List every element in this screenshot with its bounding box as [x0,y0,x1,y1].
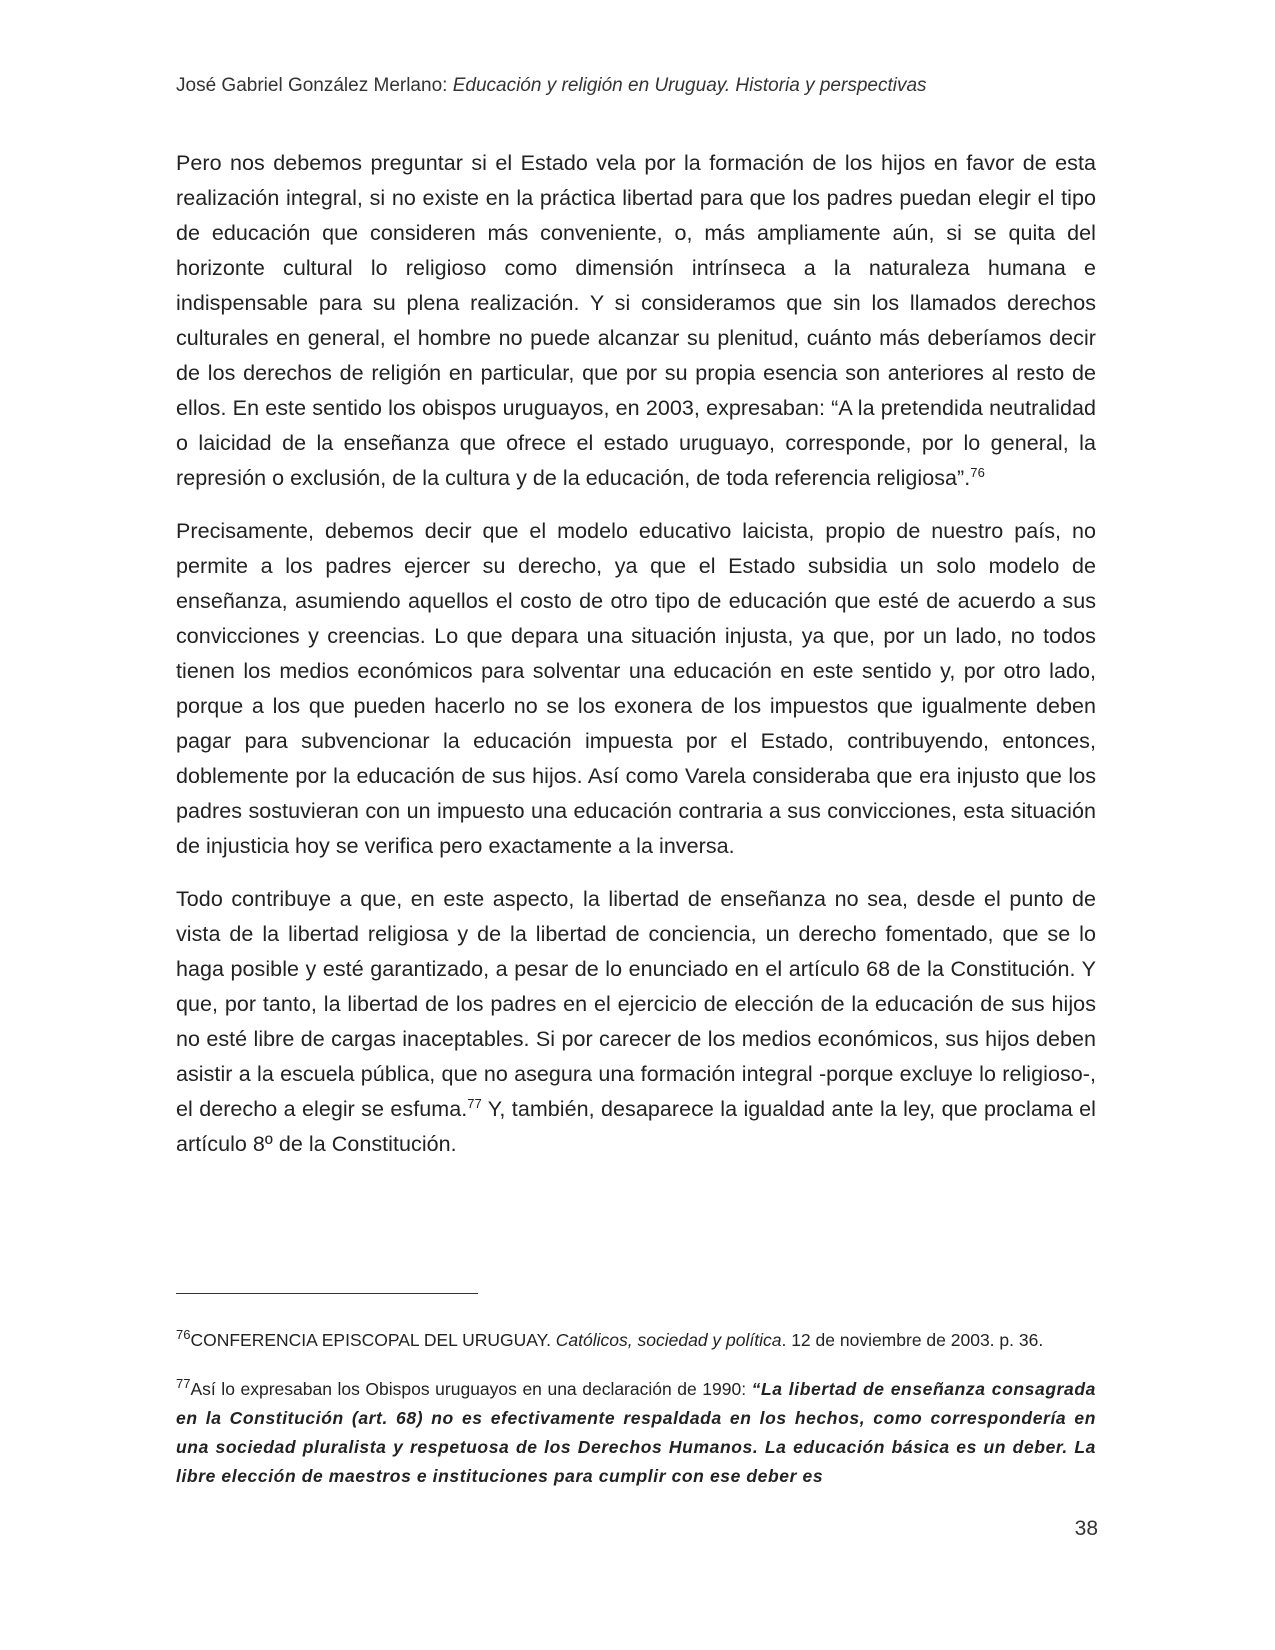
paragraph-3-text-before: Todo contribuye a que, en este aspecto, la libertad de enseñanza no sea, desde el punto de vista de la libertad religiosa y de la libertad de conciencia, un derecho fomentado, que se lo haga posible y esté garantizado, a pesar de lo enunciado en el artículo 68 de la Constitución. Y que, por tanto, la libertad de los padres en el ejercicio de elección de la educación de sus hijos no esté libre de cargas inaceptables. Si por carecer de los medios económicos, sus hijos deben asistir a la escuela pública, que no asegura una formación integral -porque excluye lo religioso-, el derecho a elegir se esfuma. [176,887,1096,1121]
footnote-76-text-after: . 12 de noviembre de 2003. p. 36. [781,1330,1044,1350]
footnote-77-text-before: Así lo expresaban los Obispos uruguayos en una declaración de 1990: [190,1379,752,1399]
running-header [176,74,1096,98]
footnote-76-text-before: CONFERENCIA EPISCOPAL DEL URUGUAY. [190,1330,556,1350]
footnote-77-quote: “La libertad de enseñanza consagrada en la Constitución (art. 68) no es efectivamente respaldada en los hechos, como correspondería en una sociedad pluralista y respetuosa de los Derechos Humanos. La educación básica es un deber. La libre elección de maestros e instituciones para cumplir con ese deber es [176,1379,1096,1486]
footnote-77 [176,1375,1096,1491]
paragraph-3-text-after: Y, también, desaparece la igualdad ante la ley, que proclama el artículo 8º de la Constitución. [176,1097,1096,1156]
footnote-76-title: Católicos, sociedad y política [555,1330,782,1350]
footnote-separator [176,1293,478,1294]
footnote-ref-76[interactable]: 76 [970,464,985,480]
paragraph-3 [176,882,1096,1162]
paragraph-1-text: Pero nos debemos preguntar si el Estado vela por la formación de los hijos en favor de esta realización integral, si no existe en la práctica libertad para que los padres puedan elegir el tipo de educación que consideren más conveniente, o, más ampliamente aún, si se quita del horizonte cultural lo religioso como dimensión intrínseca a la naturaleza humana e indispensable para su plena realización. Y si consideramos que sin los llamados derechos culturales en general, el hombre no puede alcanzar su plenitud, cuánto más deberíamos decir de los derechos de religión en particular, que por su propia esencia son anteriores al resto de ellos. En este sentido los obispos uruguayos, en 2003, expresaban: “A la pretendida neutralidad o laicidad de la enseñanza que ofrece el estado uruguayo, corresponde, por lo general, la represión o exclusión, de la cultura y de la educación, de toda referencia religiosa”. [176,151,1096,490]
footnote-76-number: 76 [176,1327,191,1343]
body-text [176,146,1096,1180]
footnote-77-number: 77 [176,1376,191,1392]
header-book-title: Educación y religión en Uruguay. Historia y perspectivas [452,75,927,96]
paragraph-1 [176,146,1096,496]
paragraph-2 [176,514,1096,864]
paragraph-2-text: Precisamente, debemos decir que el modelo educativo laicista, propio de nuestro país, no permite a los padres ejercer su derecho, ya que el Estado subsidia un solo modelo de enseñanza, asumiendo aquellos el costo de otro tipo de educación que esté de acuerdo a sus convicciones y creencias. Lo que depara una situación injusta, ya que, por un lado, no todos tienen los medios económicos para solventar una educación en este sentido y, por otro lado, porque a los que pueden hacerlo no se los exonera de los impuestos que igualmente deben pagar para subvencionar la educación impuesta por el Estado, contribuyendo, entonces, doblemente por la educación de sus hijos. Así como Varela consideraba que era injusto que los padres sostuvieran con un impuesto una educación contraria a sus convicciones, esta situación de injusticia hoy se verifica pero exactamente a la inversa. [176,519,1096,858]
footnote-76 [176,1326,1096,1355]
footnotes [176,1326,1096,1511]
page-number: 38 [1074,1517,1098,1540]
footnote-ref-77[interactable]: 77 [467,1095,482,1111]
header-author: José Gabriel González Merlano: [176,75,448,96]
